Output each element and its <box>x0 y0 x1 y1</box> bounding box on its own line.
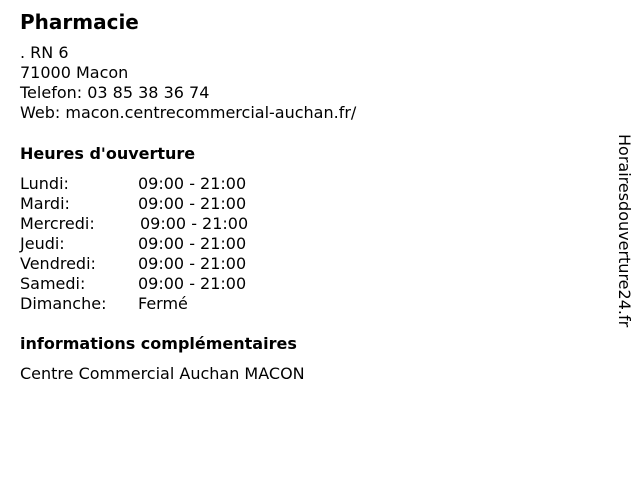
day-label: Samedi: <box>20 274 86 293</box>
website: Web: macon.centrecommercial-auchan.fr/ <box>20 103 357 122</box>
time-value: 09:00 - 21:00 <box>138 274 247 293</box>
info-heading: informations complémentaires <box>20 334 297 353</box>
day-label: Vendredi: <box>20 254 96 273</box>
address-street: . RN 6 <box>20 43 69 62</box>
watermark-text: Horairesdouverture24.fr <box>615 134 634 328</box>
time-value: 09:00 - 21:00 <box>138 194 247 213</box>
phone-number: Telefon: 03 85 38 36 74 <box>20 83 210 102</box>
time-value: 09:00 - 21:00 <box>138 254 247 273</box>
address-block <box>20 43 356 123</box>
page-title: Pharmacie <box>20 10 139 34</box>
day-label: Dimanche: <box>20 294 107 313</box>
time-value: 09:00 - 21:00 <box>138 174 247 193</box>
site-watermark <box>612 134 636 374</box>
time-value: Fermé <box>138 294 188 313</box>
day-label: Jeudi: <box>20 234 65 253</box>
address-city: 71000 Macon <box>20 63 129 82</box>
day-label: Mercredi: <box>20 214 95 233</box>
hours-heading: Heures d'ouverture <box>20 144 196 163</box>
time-value: 09:00 - 21:00 <box>140 214 249 233</box>
day-label: Lundi: <box>20 174 69 193</box>
time-value: 09:00 - 21:00 <box>138 234 247 253</box>
info-text: Centre Commercial Auchan MACON <box>20 364 305 383</box>
day-label: Mardi: <box>20 194 70 213</box>
